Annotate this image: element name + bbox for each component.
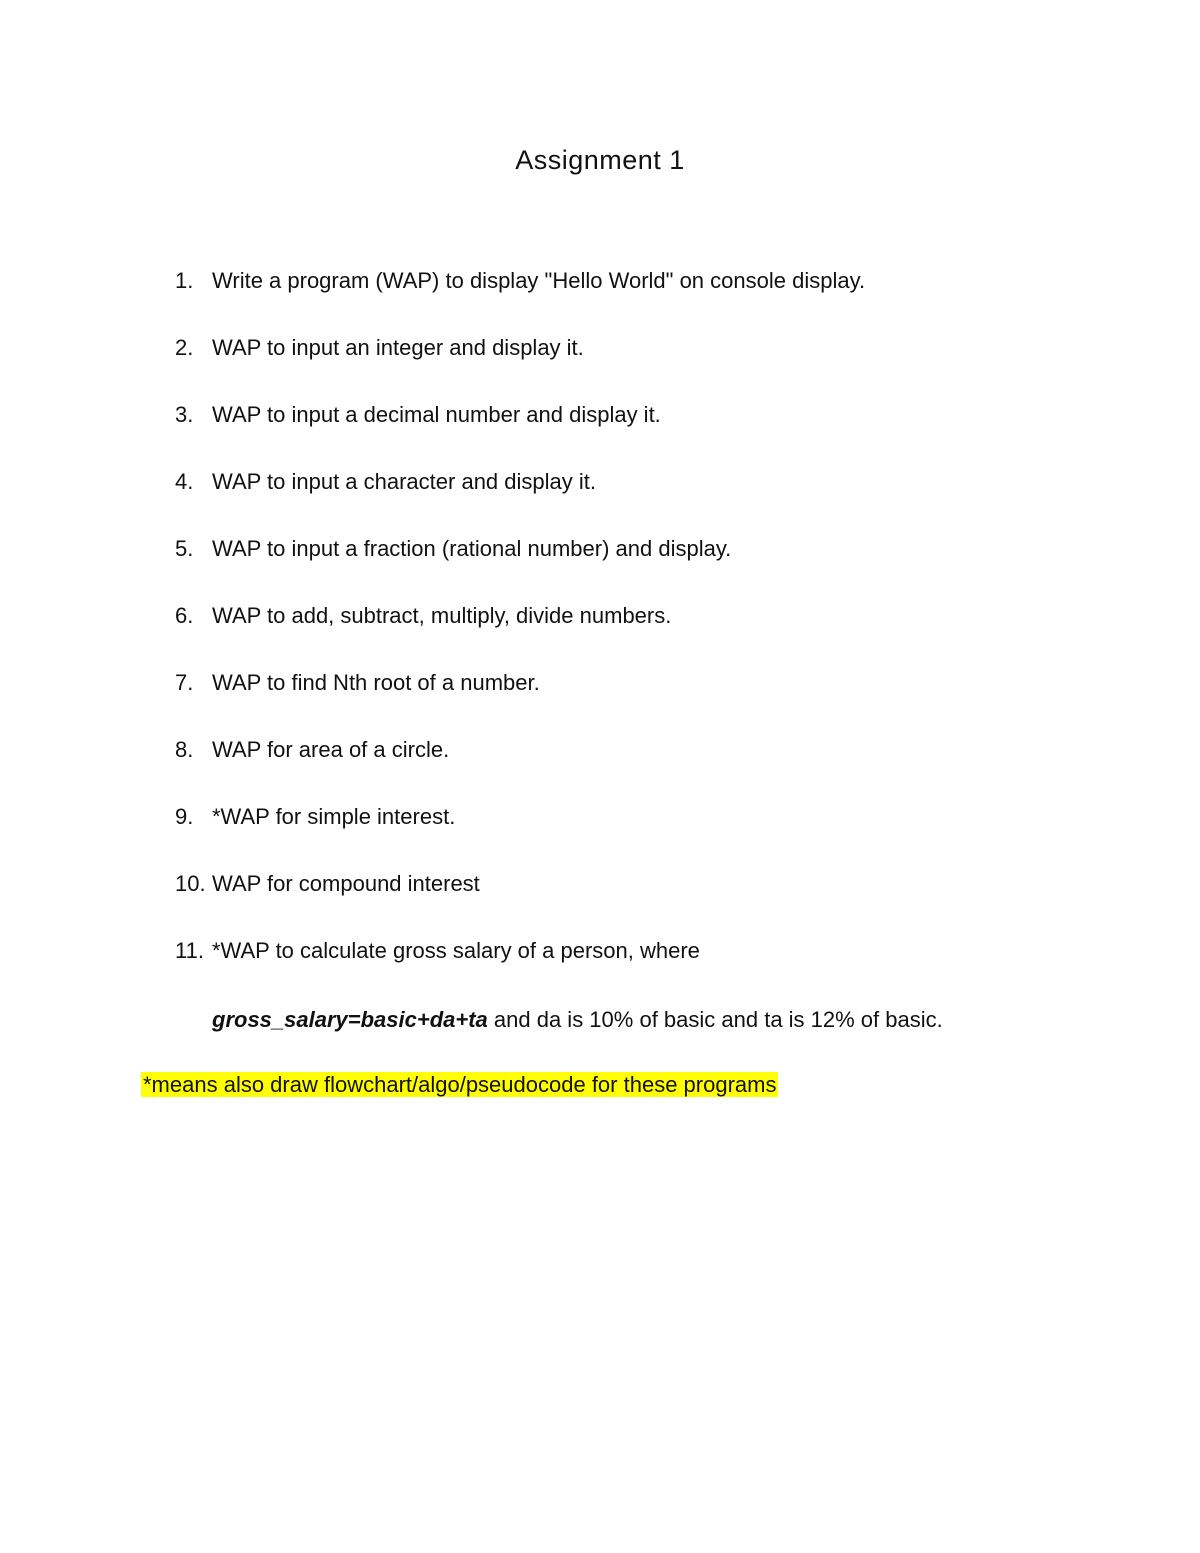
item-text: WAP for area of a circle. bbox=[212, 737, 450, 762]
highlighted-note bbox=[141, 1068, 778, 1102]
item-text: *WAP to calculate gross salary of a person, where bbox=[212, 938, 700, 963]
formula-line bbox=[212, 1001, 943, 1039]
item-text: Write a program (WAP) to display "Hello World" on console display. bbox=[212, 268, 866, 293]
list-item bbox=[175, 731, 1075, 798]
item-number: 6. bbox=[175, 603, 194, 628]
item-number: 8. bbox=[175, 737, 194, 762]
item-text: WAP to input an integer and display it. bbox=[212, 335, 584, 360]
formula-description: and da is 10% of basic and ta is 12% of basic. bbox=[487, 1007, 943, 1032]
item-text: WAP to input a fraction (rational number) and display. bbox=[212, 536, 732, 561]
list-item bbox=[175, 530, 1075, 597]
item-number: 11. bbox=[175, 938, 204, 963]
item-number: 2. bbox=[175, 335, 194, 360]
item-number: 3. bbox=[175, 402, 194, 427]
item-number: 1. bbox=[175, 268, 194, 293]
list-item bbox=[175, 396, 1075, 463]
item-text: WAP to add, subtract, multiply, divide numbers. bbox=[212, 603, 672, 628]
item-text: *WAP for simple interest. bbox=[212, 804, 456, 829]
item-text: WAP to find Nth root of a number. bbox=[212, 670, 540, 695]
list-item bbox=[175, 329, 1075, 396]
list-item bbox=[175, 664, 1075, 731]
assignment-list bbox=[175, 262, 1075, 999]
list-item bbox=[175, 865, 1075, 932]
page-title: Assignment 1 bbox=[515, 145, 685, 175]
item-number: 7. bbox=[175, 670, 194, 695]
list-item bbox=[175, 597, 1075, 664]
note-text: *means also draw flowchart/algo/pseudocode for these programs bbox=[143, 1072, 777, 1097]
formula-expression: gross_salary=basic+da+ta bbox=[212, 1007, 488, 1032]
item-number: 5. bbox=[175, 536, 194, 561]
item-number: 9. bbox=[175, 804, 194, 829]
item-text: WAP to input a character and display it. bbox=[212, 469, 596, 494]
list-item bbox=[175, 262, 1075, 329]
list-item bbox=[175, 798, 1075, 865]
item-number: 4. bbox=[175, 469, 194, 494]
item-number: 10. bbox=[175, 871, 206, 896]
list-item bbox=[175, 932, 1075, 999]
item-text: WAP to input a decimal number and display it. bbox=[212, 402, 661, 427]
item-text: WAP for compound interest bbox=[212, 871, 480, 896]
list-item bbox=[175, 463, 1075, 530]
